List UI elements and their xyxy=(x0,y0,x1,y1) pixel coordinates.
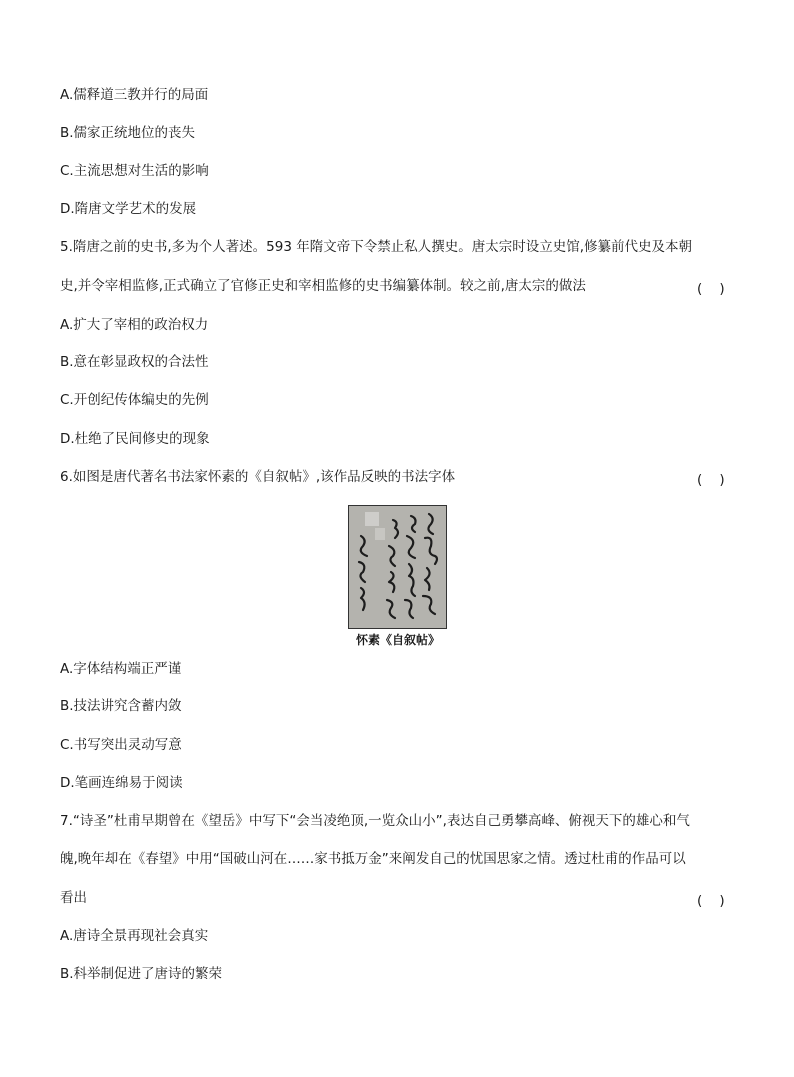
q4-option-d: D.隋唐文学艺术的发展 xyxy=(60,201,197,217)
q7-stem-line2: 魄,晚年却在《春望》中用“国破山河在……家书抵万金”来阐发自己的忧国思家之情。透过杜甫的作品可以 xyxy=(60,851,686,867)
calligraphy-image xyxy=(348,505,447,629)
figure-caption: 怀素《自叙帖》 xyxy=(355,633,440,647)
q7-option-a: A.唐诗全景再现社会真实 xyxy=(60,928,209,944)
q4-option-c: C.主流思想对生活的影响 xyxy=(60,163,209,179)
q5-stem-line2: 史,并令宰相监修,正式确立了官修正史和宰相监修的史书编纂体制。较之前,唐太宗的做法 xyxy=(60,278,586,294)
q6-option-b: B.技法讲究含蓄内敛 xyxy=(60,698,182,714)
q5-option-a: A.扩大了宰相的政治权力 xyxy=(60,317,209,333)
q6-answer-bracket: ( ) xyxy=(697,472,725,488)
q6-option-c: C.书写突出灵动写意 xyxy=(60,737,182,753)
q6-stem: 6.如图是唐代著名书法家怀素的《自叙帖》,该作品反映的书法字体 xyxy=(60,469,456,485)
cursive-script-strokes-icon xyxy=(349,506,446,628)
q4-option-a: A.儒释道三教并行的局面 xyxy=(60,87,209,103)
q7-stem-line3: 看出 xyxy=(60,890,87,906)
q7-answer-bracket: ( ) xyxy=(697,893,725,909)
q5-answer-bracket: ( ) xyxy=(697,281,725,297)
q5-stem-line1: 5.隋唐之前的史书,多为个人著述。593 年隋文帝下令禁止私人撰史。唐太宗时设立史馆,修纂前代史及本朝 xyxy=(60,239,693,255)
q5-option-b: B.意在彰显政权的合法性 xyxy=(60,354,209,370)
q6-option-a: A.字体结构端正严谨 xyxy=(60,661,182,677)
q6-option-d: D.笔画连绵易于阅读 xyxy=(60,775,183,791)
q7-option-b: B.科举制促进了唐诗的繁荣 xyxy=(60,966,223,982)
q5-option-d: D.杜绝了民间修史的现象 xyxy=(60,431,210,447)
q5-option-c: C.开创纪传体编史的先例 xyxy=(60,392,209,408)
q4-option-b: B.儒家正统地位的丧失 xyxy=(60,125,196,141)
q7-stem-line1: 7.“诗圣”杜甫早期曾在《望岳》中写下“会当凌绝顶,一览众山小”,表达自己勇攀高峰、俯视天下的雄心和气 xyxy=(60,813,690,829)
